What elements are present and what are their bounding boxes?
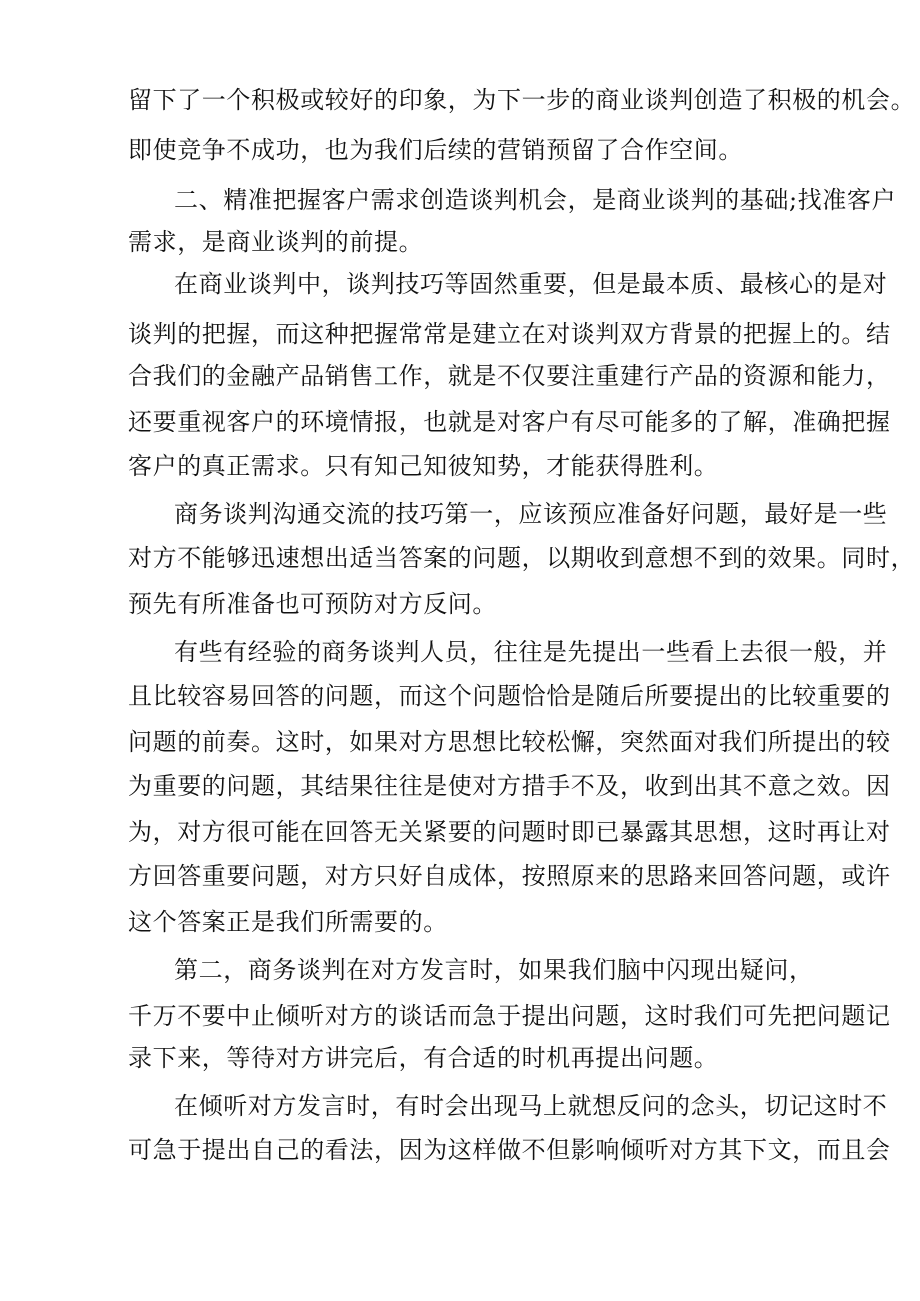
paragraph-5-line-1: 有些有经验的商务谈判人员，往往是先提出一些看上去很一般，并 xyxy=(174,638,888,666)
paragraph-4-line-2: 对方不能够迅速想出适当答案的问题，以期收到意想不到的效果。同时， xyxy=(128,544,916,572)
paragraph-3-line-2: 谈判的把握，而这种把握常常是建立在对谈判双方背景的把握上的。结 xyxy=(128,320,891,348)
paragraph-7-line-2: 可急于提出自己的看法，因为这样做不但影响倾听对方其下文，而且会 xyxy=(128,1136,891,1164)
paragraph-4-line-1: 商务谈判沟通交流的技巧第一，应该预应准备好问题，最好是一些 xyxy=(174,500,888,528)
paragraph-5-line-6: 方回答重要问题，对方只好自成体，按照原来的思路来回答问题，或许 xyxy=(128,862,891,890)
paragraph-1-line-1: 留下了一个积极或较好的印象，为下一步的商业谈判创造了积极的机会。 xyxy=(128,86,916,114)
paragraph-3-line-3: 合我们的金融产品销售工作，就是不仅要注重建行产品的资源和能力， xyxy=(128,362,891,390)
paragraph-5-line-7: 这个答案正是我们所需要的。 xyxy=(128,908,448,936)
paragraph-5-line-4: 为重要的问题，其结果往往是使对方措手不及，收到出其不意之效。因 xyxy=(128,772,891,800)
paragraph-7-line-1: 在倾听对方发言时，有时会出现马上就想反问的念头，切记这时不 xyxy=(174,1092,888,1120)
paragraph-5-line-3: 问题的前奏。这时，如果对方思想比较松懈，突然面对我们所提出的较 xyxy=(128,728,891,756)
paragraph-3-line-1: 在商业谈判中，谈判技巧等固然重要，但是最本质、最核心的是对 xyxy=(174,270,888,298)
paragraph-5-line-2: 且比较容易回答的问题，而这个问题恰恰是随后所要提出的比较重要的 xyxy=(128,682,891,710)
paragraph-3-line-4: 还要重视客户的环境情报，也就是对客户有尽可能多的了解，准确把握 xyxy=(128,408,891,436)
paragraph-1-line-2: 即使竞争不成功，也为我们后续的营销预留了合作空间。 xyxy=(128,136,743,164)
paragraph-6-line-1: 第二，商务谈判在对方发言时，如果我们脑中闪现出疑问， xyxy=(174,956,814,984)
paragraph-5-line-5: 为，对方很可能在回答无关紧要的问题时即已暴露其思想，这时再让对 xyxy=(128,818,891,846)
paragraph-2-line-1: 二、精准把握客户需求创造谈判机会，是商业谈判的基础;找准客户 xyxy=(174,186,897,214)
paragraph-6-line-2: 千万不要中止倾听对方的谈话而急于提出问题，这时我们可先把问题记 xyxy=(128,1002,891,1030)
paragraph-6-line-3: 录下来，等待对方讲完后，有合适的时机再提出问题。 xyxy=(128,1044,719,1072)
paragraph-2-line-2: 需求，是商业谈判的前提。 xyxy=(128,228,424,256)
paragraph-3-line-5: 客户的真正需求。只有知己知彼知势，才能获得胜利。 xyxy=(128,452,719,480)
paragraph-4-line-3: 预先有所准备也可预防对方反问。 xyxy=(128,590,497,618)
